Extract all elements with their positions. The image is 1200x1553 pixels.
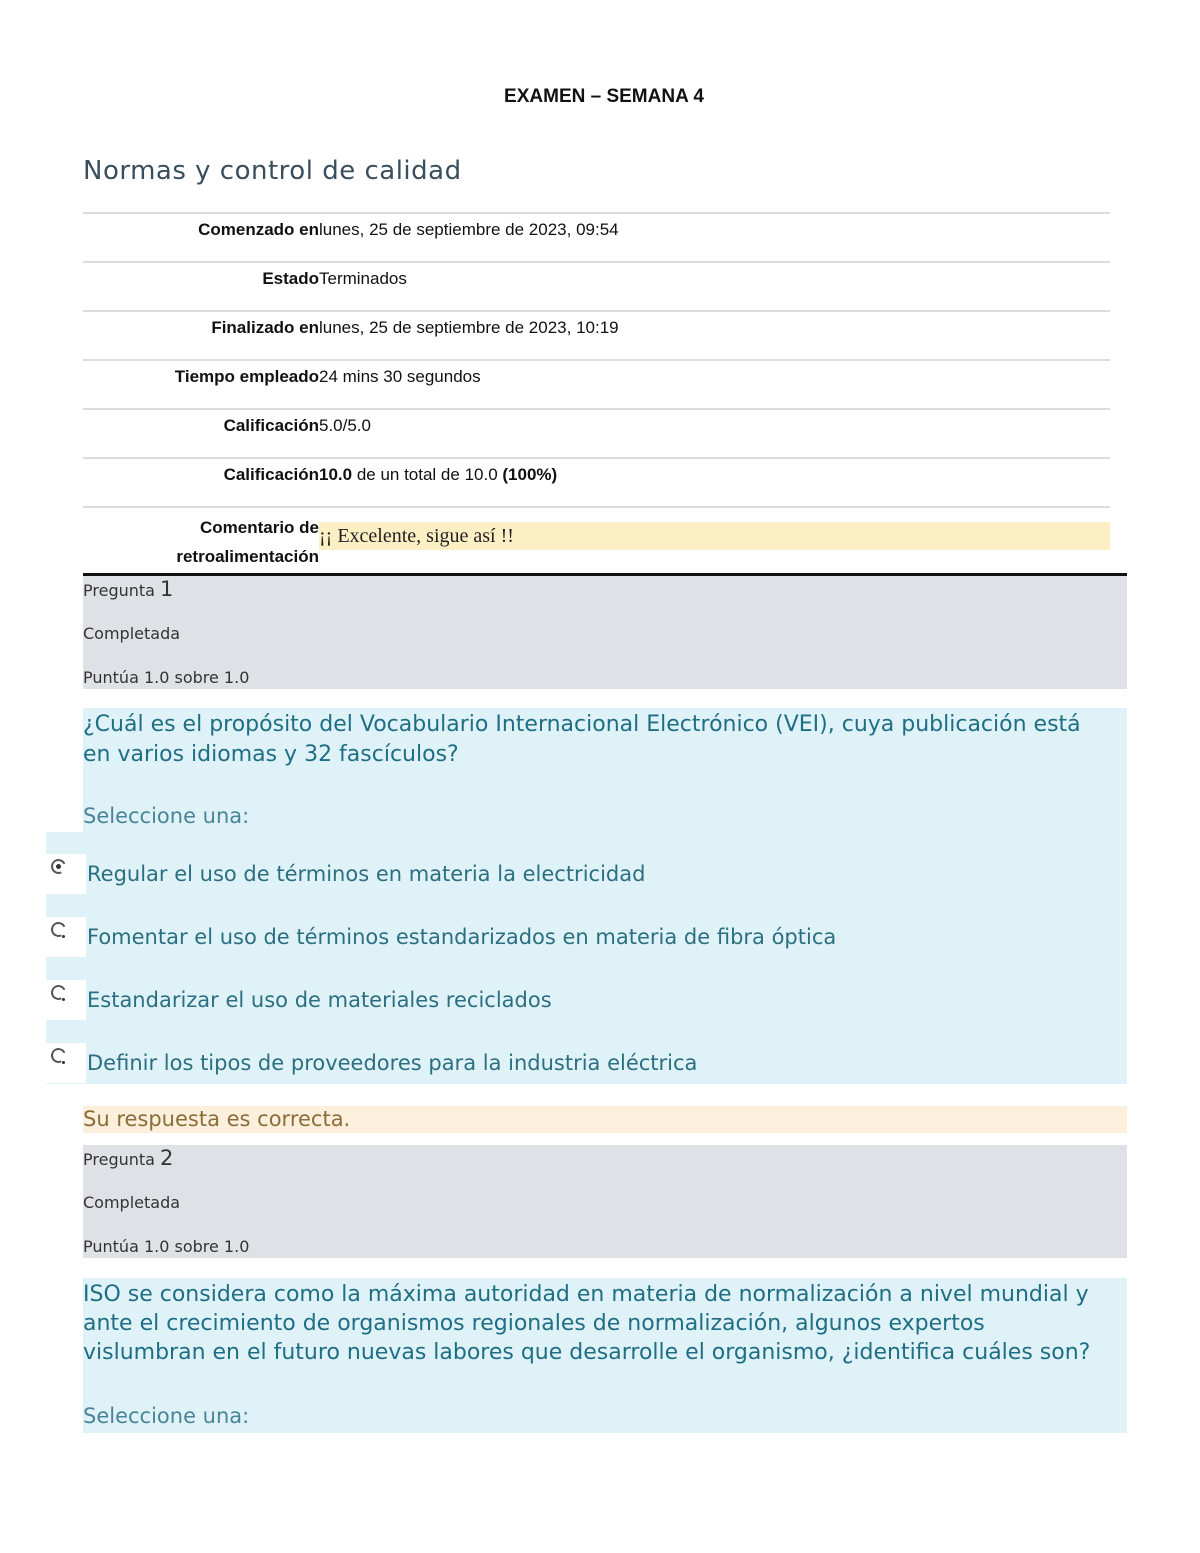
question-prefix: Pregunta (83, 1150, 155, 1169)
select-one-label: Seleccione una: (83, 804, 250, 828)
summary-value: lunes, 25 de septiembre de 2023, 10:19 (319, 318, 619, 337)
question-number-value: 2 (160, 1146, 174, 1170)
feedback-label-line2: retroalimentación (176, 547, 319, 566)
feedback-text: ¡¡ Excelente, sigue así !! (319, 522, 1110, 550)
question-prefix: Pregunta (83, 581, 155, 600)
question-1-answers (46, 832, 1127, 1084)
question-number-value: 1 (160, 577, 174, 601)
summary-row-grade (83, 457, 1110, 506)
summary-row-feedback (83, 506, 1110, 582)
question-1-formulation (83, 708, 1127, 832)
select-one-label: Seleccione una: (83, 1404, 250, 1428)
radio-button[interactable] (46, 1043, 86, 1083)
summary-value: lunes, 25 de septiembre de 2023, 09:54 (319, 220, 619, 239)
summary-label: Calificación (223, 465, 319, 484)
summary-label: Comenzado en (198, 220, 319, 239)
question-state: Completada (83, 1193, 181, 1212)
summary-label (176, 513, 319, 571)
question-2-formulation (83, 1278, 1127, 1433)
radio-button[interactable] (46, 854, 86, 894)
summary-label: Finalizado en (211, 318, 319, 337)
radio-button[interactable] (46, 980, 86, 1020)
answer-option-label: Fomentar el uso de términos estandarizados en materia de fibra óptica (87, 925, 837, 949)
question-text: ISO se considera como la máxima autoridad en materia de normalización a nivel mundial y ante el crecimiento de organismos regionales de normalización, algunos expertos vislumbran en el futuro nuevas labores que desarrolle el organismo, ¿identifica cuáles son? (83, 1282, 1091, 1365)
document-title: EXAMEN – SEMANA 4 (504, 86, 704, 107)
summary-label: Tiempo empleado (174, 367, 319, 386)
summary-label: Calificación (223, 416, 319, 435)
summary-row-time-taken (83, 359, 1110, 408)
question-state: Completada (83, 624, 181, 643)
question-grade: Puntúa 1.0 sobre 1.0 (83, 668, 250, 687)
question-number (83, 1146, 173, 1170)
summary-value: 5.0/5.0 (319, 416, 371, 435)
question-1-info (83, 573, 1127, 689)
summary-value: 24 mins 30 segundos (319, 367, 481, 386)
answer-feedback: Su respuesta es correcta. (83, 1106, 1127, 1133)
radio-unchecked-icon (49, 920, 68, 939)
grade-total: de un total de 10.0 (352, 465, 503, 484)
radio-checked-icon (49, 857, 68, 876)
question-grade: Puntúa 1.0 sobre 1.0 (83, 1237, 250, 1256)
answer-option-label: Estandarizar el uso de materiales reciclados (87, 988, 552, 1012)
answer-option-label: Regular el uso de términos en materia la electricidad (87, 862, 646, 886)
question-text: ¿Cuál es el propósito del Vocabulario Internacional Electrónico (VEI), cuya publicación está en varios idiomas y 32 fascículos? (83, 712, 1081, 767)
grade-score: 10.0 (319, 465, 353, 484)
summary-value (319, 465, 557, 485)
answer-option-label: Definir los tipos de proveedores para la industria eléctrica (87, 1051, 698, 1075)
radio-unchecked-icon (49, 1046, 68, 1065)
summary-label: Estado (262, 269, 319, 288)
summary-row-marks (83, 408, 1110, 457)
summary-value: Terminados (319, 269, 407, 288)
question-2-info (83, 1145, 1127, 1258)
radio-button[interactable] (46, 917, 86, 957)
summary-row-started (83, 212, 1110, 261)
feedback-label-line1: Comentario de (199, 518, 319, 537)
grade-percent: (100%) (502, 465, 558, 484)
quiz-summary-table (83, 212, 1110, 582)
summary-row-finished (83, 310, 1110, 359)
summary-row-state (83, 261, 1110, 310)
course-title: Normas y control de calidad (83, 156, 462, 186)
question-number (83, 577, 173, 601)
radio-unchecked-icon (49, 983, 68, 1002)
